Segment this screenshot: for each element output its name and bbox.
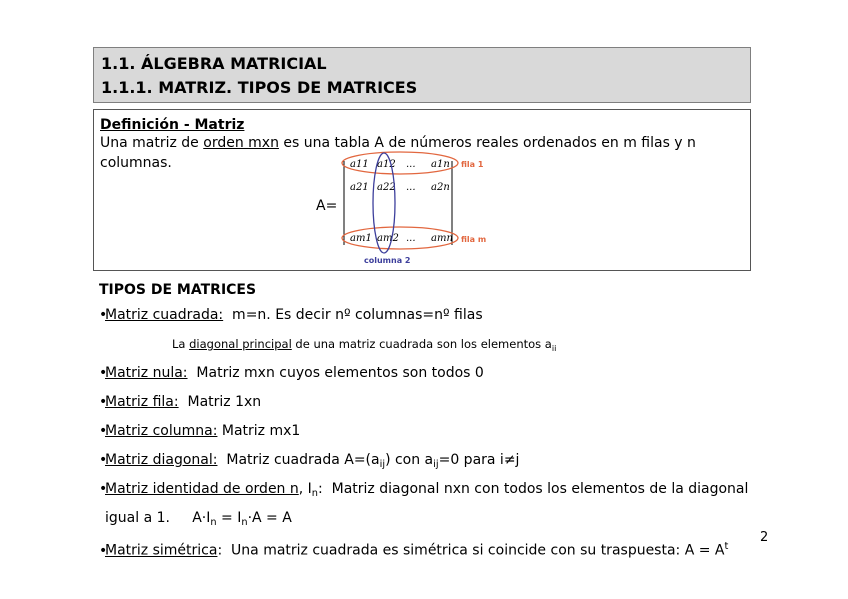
sub-identidad: n bbox=[311, 488, 319, 499]
text-fila: Matriz 1xn bbox=[178, 394, 262, 410]
term-fila: Matriz fila: bbox=[105, 394, 179, 410]
diagonal-note bbox=[172, 337, 556, 356]
term-nula: Matriz nula: bbox=[105, 365, 188, 381]
text-identidad-mid: , I bbox=[298, 481, 312, 497]
item-simetrica bbox=[99, 538, 728, 560]
matrix-cell: ... bbox=[406, 233, 416, 244]
bullet-icon: • bbox=[99, 365, 108, 381]
label-columna2: columna 2 bbox=[364, 256, 411, 265]
matrix-cell: amn bbox=[431, 233, 453, 244]
text-identidad: : Matriz diagonal nxn con todos los elementos de la diagonal bbox=[318, 481, 749, 497]
note-term: diagonal principal bbox=[189, 337, 292, 351]
matrix-cell: a22 bbox=[377, 182, 396, 193]
text-cuadrada: m=n. Es decir nº columnas=nº filas bbox=[223, 307, 483, 323]
text-columna: Matriz mx1 bbox=[217, 423, 301, 439]
item-columna bbox=[99, 422, 300, 440]
definition-pre: Una matriz de bbox=[100, 135, 204, 151]
identidad-line2a: igual a 1. A·I bbox=[105, 510, 211, 526]
title-box bbox=[93, 47, 751, 103]
section-title: 1.1. ÁLGEBRA MATRICIAL bbox=[101, 54, 327, 73]
matrix-cell: a11 bbox=[350, 159, 369, 170]
label-fila1: fila 1 bbox=[461, 160, 484, 169]
matrix-cell: am1 bbox=[350, 233, 372, 244]
label-filam: fila m bbox=[461, 235, 487, 244]
matrix-cell: a21 bbox=[350, 182, 369, 193]
sub-diagonal-1: ij bbox=[379, 459, 386, 470]
types-heading: TIPOS DE MATRICES bbox=[99, 282, 257, 298]
item-fila bbox=[99, 393, 261, 411]
identidad-line2b: = I bbox=[216, 510, 242, 526]
matrix-cell: a2n bbox=[431, 182, 450, 193]
note-post: de una matriz cuadrada son los elementos a bbox=[291, 337, 552, 351]
term-diagonal: Matriz diagonal: bbox=[105, 452, 218, 468]
text-diagonal-2: ) con a bbox=[385, 452, 434, 468]
text-nula: Matriz mxn cuyos elementos son todos 0 bbox=[187, 365, 484, 381]
subsection-title: 1.1.1. MATRIZ. TIPOS DE MATRICES bbox=[101, 78, 418, 97]
matrix-cell: a1n bbox=[431, 159, 450, 170]
bullet-icon: • bbox=[99, 307, 108, 323]
matrix-cell: ... bbox=[406, 182, 416, 193]
identidad-line2-sub1: n bbox=[210, 517, 217, 528]
definition-box bbox=[93, 109, 751, 271]
term-identidad: Matriz identidad de orden n bbox=[105, 481, 299, 497]
matrix-cell: am2 bbox=[377, 233, 399, 244]
bullet-icon: • bbox=[99, 542, 108, 559]
matrix-figure bbox=[316, 155, 564, 275]
note-sub: ii bbox=[551, 344, 557, 353]
page-number: 2 bbox=[760, 530, 769, 545]
item-nula bbox=[99, 364, 484, 382]
item-diagonal bbox=[99, 451, 519, 474]
bullet-icon: • bbox=[99, 452, 108, 468]
item-identidad-line2 bbox=[105, 509, 292, 532]
text-diagonal-3: =0 para i≠j bbox=[438, 452, 520, 468]
item-identidad bbox=[99, 480, 748, 503]
matrix-cell: ... bbox=[406, 159, 416, 170]
sup-simetrica: t bbox=[724, 541, 729, 552]
definition-title: Definición - Matriz bbox=[100, 117, 245, 133]
text-simetrica: : Una matriz cuadrada es simétrica si coincide con su traspuesta: A = A bbox=[217, 542, 725, 559]
definition-post: es una tabla A de números reales ordenados en m filas y n columnas. bbox=[100, 135, 696, 171]
matrix-lhs: A= bbox=[316, 198, 338, 214]
matrix-svg bbox=[316, 155, 564, 275]
bullet-icon: • bbox=[99, 423, 108, 439]
bullet-icon: • bbox=[99, 394, 108, 410]
text-diagonal-1: Matriz cuadrada A=(a bbox=[217, 452, 380, 468]
term-columna: Matriz columna: bbox=[105, 423, 218, 439]
term-simetrica: Matriz simétrica bbox=[105, 542, 218, 559]
sub-diagonal-2: ij bbox=[433, 459, 439, 470]
definition-term: orden mxn bbox=[203, 135, 279, 151]
note-pre: La bbox=[172, 337, 190, 351]
bullet-icon: • bbox=[99, 481, 108, 497]
item-cuadrada bbox=[99, 306, 483, 324]
identidad-line2c: ·A = A bbox=[247, 510, 292, 526]
matrix-cell: a12 bbox=[377, 159, 396, 170]
identidad-line2-sub2: n bbox=[241, 517, 248, 528]
term-cuadrada: Matriz cuadrada: bbox=[105, 307, 224, 323]
